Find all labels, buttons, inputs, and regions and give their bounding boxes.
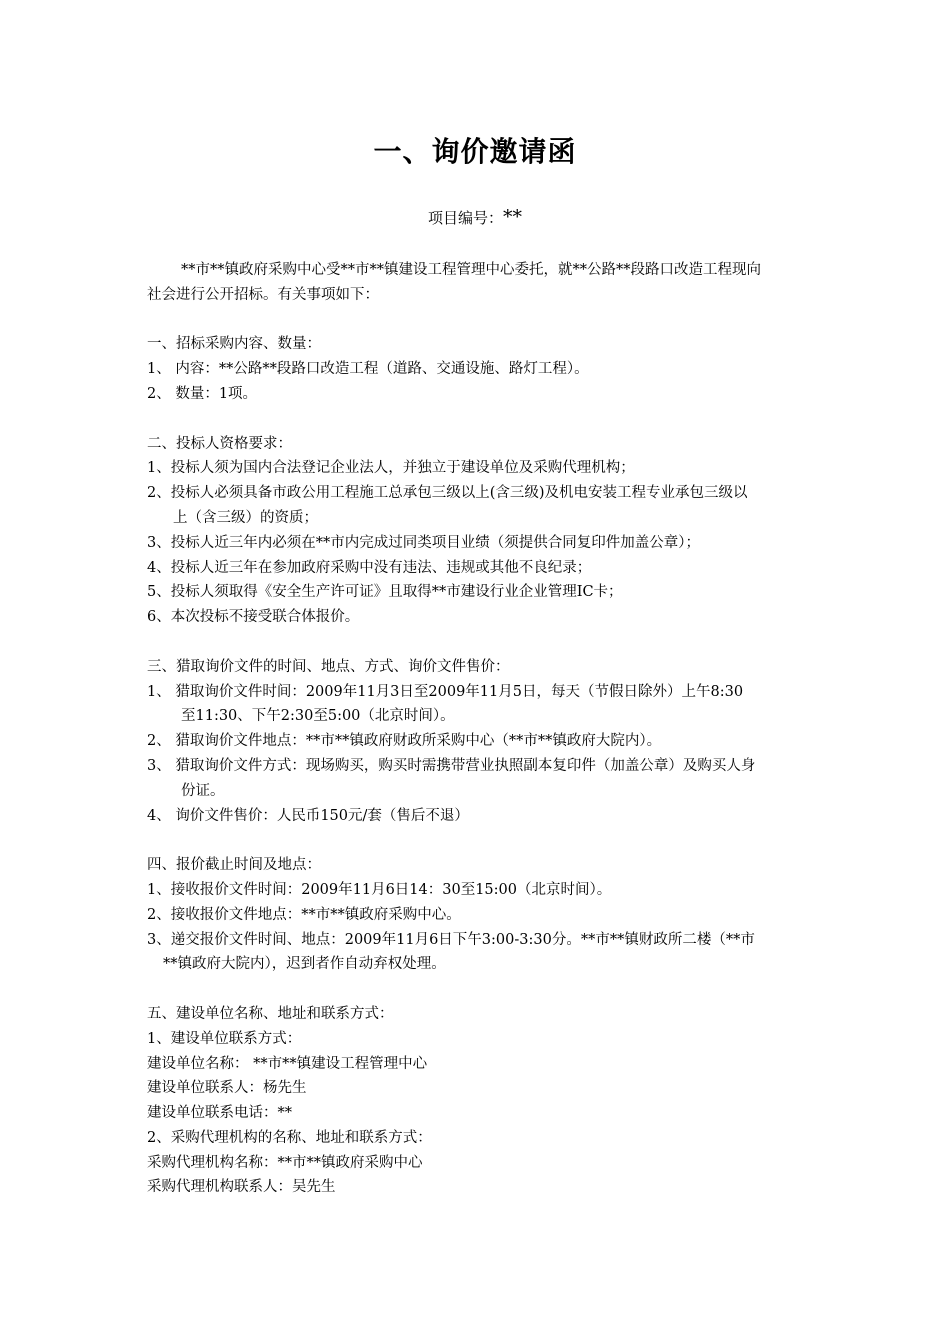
section-line: 2、投标人必须具备市政公用工程施工总承包三级以上(含三级)及机电安装工程专业承包三级以 xyxy=(147,485,748,502)
section-line: 采购代理机构联系人：吴先生 xyxy=(147,1179,336,1196)
section-line: 1、接收报价文件时间：2009年11月6日14：30至15:00（北京时间）。 xyxy=(147,881,612,898)
section-line: 2、 猎取询价文件地点：**市**镇政府财政所采购中心（**市**镇政府大院内）。 xyxy=(147,733,662,750)
project-number-value: ** xyxy=(503,206,522,228)
section-line: 4、 询价文件售价：人民币150元/套（售后不退） xyxy=(147,807,469,824)
section-line: 建设单位名称： **市**镇建设工程管理中心 xyxy=(147,1055,428,1072)
section-heading: 四、报价截止时间及地点： xyxy=(147,857,321,874)
section-line: 上（含三级）的资质； xyxy=(173,509,318,526)
section-line: 2、 数量：1项。 xyxy=(147,385,258,402)
section-line: 1、投标人须为国内合法登记企业法人，并独立于建设单位及采购代理机构； xyxy=(147,460,635,477)
section-line: 3、 猎取询价文件方式：现场购买，购买时需携带营业执照副本复印件（加盖公章）及购买人身 xyxy=(147,757,756,774)
section-line: 6、本次投标不接受联合体报价。 xyxy=(147,609,360,626)
project-number-label: 项目编号： xyxy=(427,209,503,227)
section-heading: 三、猎取询价文件的时间、地点、方式、询价文件售价： xyxy=(147,658,510,675)
section-heading: 五、建设单位名称、地址和联系方式： xyxy=(147,1005,394,1022)
section-line: 份证。 xyxy=(181,782,225,799)
intro-line: 社会进行公开招标。有关事项如下： xyxy=(147,286,379,303)
section-line: 5、投标人须取得《安全生产许可证》且取得**市建设行业企业管理IC卡； xyxy=(147,584,623,601)
document-body xyxy=(147,258,853,1200)
section-line: 3、递交报价文件时间、地点：2009年11月6日下午3:00-3:30分。**市**镇财政所二楼（**市 xyxy=(147,931,755,948)
section-line: 2、接收报价文件地点：**市**镇政府采购中心。 xyxy=(147,906,461,923)
section-line: 1、 内容：**公路**段路口改造工程（道路、交通设施、路灯工程）。 xyxy=(147,361,589,378)
section-line: 采购代理机构名称：**市**镇政府采购中心 xyxy=(147,1154,423,1171)
section-line: 4、投标人近三年在参加政府采购中没有违法、违规或其他不良纪录； xyxy=(147,559,592,576)
section-line: 建设单位联系人：杨先生 xyxy=(147,1080,307,1097)
intro-line: **市**镇政府采购中心受**市**镇建设工程管理中心委托，就**公路**段路口改造工程现向 xyxy=(181,262,761,278)
section-line: 至11:30、下午2:30至5:00（北京时间）。 xyxy=(181,708,455,725)
section-line: **镇政府大院内），迟到者作自动弃权处理。 xyxy=(163,956,446,973)
section-line: 1、建设单位联系方式： xyxy=(147,1030,302,1047)
section-heading: 二、投标人资格要求： xyxy=(147,435,292,452)
project-number xyxy=(0,206,950,228)
section-line: 1、 猎取询价文件时间：2009年11月3日至2009年11月5日，每天（节假日除外）上午8:30 xyxy=(147,683,744,700)
document-title: 一、询价邀请函 xyxy=(373,135,577,168)
section-heading: 一、招标采购内容、数量： xyxy=(147,336,321,353)
section-line: 建设单位联系电话：** xyxy=(147,1105,292,1122)
section-line: 3、投标人近三年内必须在**市内完成过同类项目业绩（须提供合同复印件加盖公章）； xyxy=(147,534,700,551)
section-line: 2、采购代理机构的名称、地址和联系方式： xyxy=(147,1129,432,1146)
